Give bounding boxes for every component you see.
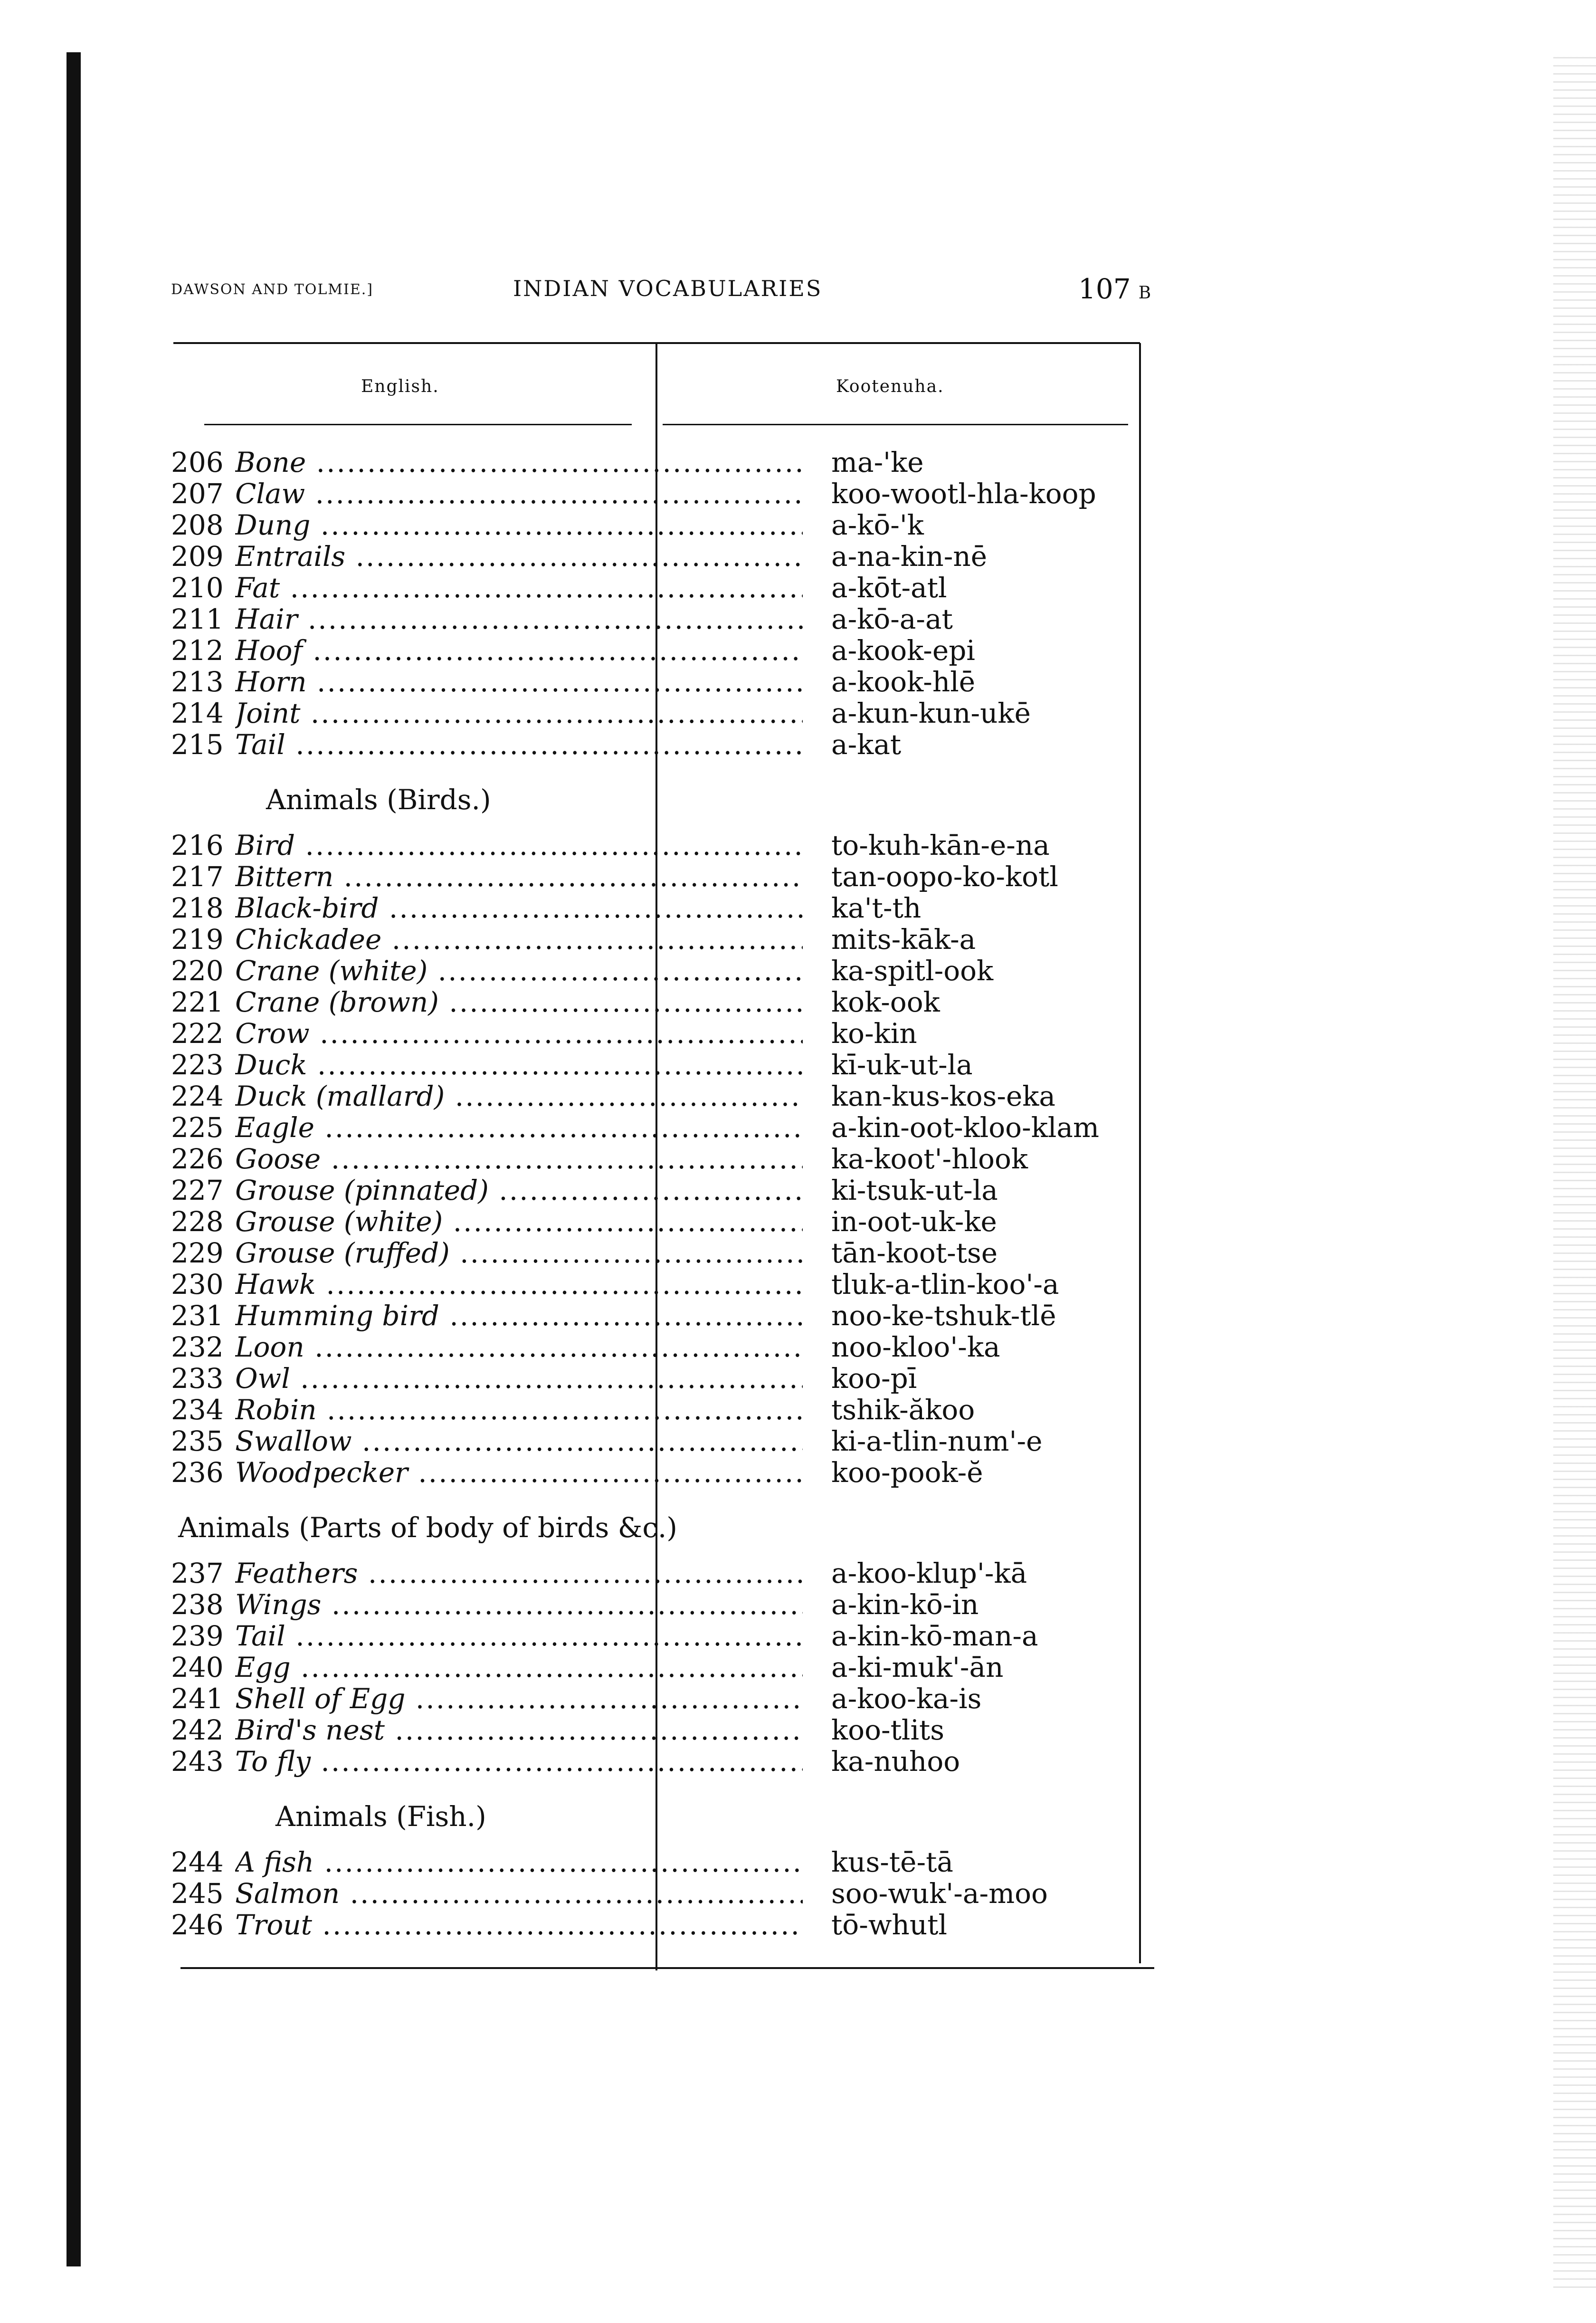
- vocabulary-row: [171, 1878, 1150, 1909]
- kootenuha-word: noo-kloo'-ka: [831, 1331, 1000, 1363]
- english-word: Eagle .....: [235, 1112, 803, 1143]
- kootenuha-word: koo-pī: [831, 1362, 917, 1395]
- vocabulary-row: [171, 861, 1150, 892]
- kootenuha-word: a-kin-kō-in: [831, 1588, 979, 1621]
- kootenuha-word: ka't-th: [831, 892, 922, 924]
- entry-number: 235: [171, 1425, 224, 1457]
- kootenuha-word: a-kōt-atl: [831, 572, 947, 604]
- entry-number: 240: [171, 1651, 224, 1683]
- english-word: Crane (white) .....: [235, 955, 803, 986]
- vocabulary-row: [171, 892, 1150, 924]
- kootenuha-word: ki-a-tlin-num'-e: [831, 1425, 1043, 1457]
- entry-number: 206: [171, 446, 224, 478]
- entry-number: 236: [171, 1456, 224, 1489]
- entry-number: 219: [171, 923, 224, 956]
- entry-number: 228: [171, 1205, 224, 1238]
- vocabulary-row: [171, 1018, 1150, 1049]
- entry-number: 209: [171, 540, 224, 573]
- entry-number: 208: [171, 509, 224, 541]
- entry-number: 214: [171, 697, 224, 729]
- kootenuha-word: ka-spitl-ook: [831, 955, 994, 987]
- english-word: Fat .....: [235, 572, 803, 603]
- vocabulary-row: [171, 1457, 1150, 1488]
- english-word: Crane (brown) .....: [235, 986, 803, 1018]
- english-word: Woodpecker .....: [235, 1457, 803, 1488]
- kootenuha-word: kan-kus-kos-eka: [831, 1080, 1056, 1112]
- english-word: Bone .....: [235, 447, 803, 478]
- vocabulary-row: [171, 1206, 1150, 1237]
- kootenuha-word: kī-uk-ut-la: [831, 1049, 973, 1081]
- kootenuha-word: ma-'ke: [831, 446, 924, 478]
- vocabulary-row: [171, 1714, 1150, 1746]
- kootenuha-word: a-kin-oot-kloo-klam: [831, 1111, 1099, 1144]
- english-word: Wings .....: [235, 1589, 803, 1620]
- entry-number: 242: [171, 1714, 224, 1746]
- column-header-english: English.: [361, 377, 439, 396]
- english-word: Tail .....: [235, 1620, 803, 1652]
- entry-number: 213: [171, 666, 224, 698]
- kootenuha-word: kus-tē-tā: [831, 1846, 953, 1878]
- english-word: Grouse (pinnated) .....: [235, 1175, 803, 1206]
- kootenuha-word: in-oot-uk-ke: [831, 1205, 997, 1238]
- vocabulary-row: [171, 1080, 1150, 1112]
- vocabulary-row: [171, 1049, 1150, 1080]
- kootenuha-word: ka-nuhoo: [831, 1745, 960, 1778]
- vocabulary-row: [171, 635, 1150, 666]
- vocabulary-row: [171, 1363, 1150, 1394]
- scan-edge-noise: [1553, 57, 1596, 2290]
- vocabulary-row: [171, 1652, 1150, 1683]
- vocabulary-row: [171, 1846, 1150, 1878]
- page-number-value: 107: [1078, 273, 1131, 305]
- entry-number: 226: [171, 1143, 224, 1175]
- vocabulary-row: [171, 541, 1150, 572]
- entry-number: 233: [171, 1362, 224, 1395]
- entry-number: 225: [171, 1111, 224, 1144]
- english-word: Chickadee .....: [235, 924, 803, 955]
- entry-number: 211: [171, 603, 224, 635]
- entry-number: 216: [171, 829, 224, 861]
- running-head-title: INDIAN VOCABULARIES: [513, 276, 823, 301]
- entry-number: 220: [171, 955, 224, 987]
- english-word: Swallow .....: [235, 1425, 803, 1457]
- entry-number: 229: [171, 1237, 224, 1269]
- kootenuha-word: koo-wootl-hla-koop: [831, 478, 1096, 510]
- entry-number: 238: [171, 1588, 224, 1621]
- kootenuha-word: ko-kin: [831, 1017, 917, 1050]
- vocabulary-row: [171, 1300, 1150, 1331]
- vocabulary-row: [171, 698, 1150, 729]
- entry-number: 237: [171, 1557, 224, 1589]
- entry-number: 223: [171, 1049, 224, 1081]
- vocabulary-row: [171, 830, 1150, 861]
- kootenuha-word: a-ki-muk'-ān: [831, 1651, 1004, 1683]
- english-word: Duck .....: [235, 1049, 803, 1080]
- table-bottom-rule: [180, 1967, 1154, 1969]
- english-word: Entrails .....: [235, 541, 803, 572]
- english-word: Crow .....: [235, 1018, 803, 1049]
- kootenuha-word: ka-koot'-hlook: [831, 1143, 1028, 1175]
- vocabulary-row: [171, 986, 1150, 1018]
- vocabulary-row: [171, 1425, 1150, 1457]
- entry-number: 239: [171, 1620, 224, 1652]
- kootenuha-head-underline: [663, 424, 1128, 425]
- entry-number: 207: [171, 478, 224, 510]
- english-word: Horn .....: [235, 666, 803, 698]
- kootenuha-word: mits-kāk-a: [831, 923, 976, 956]
- english-word: Bird's nest .....: [235, 1714, 803, 1746]
- english-word: Feathers .....: [235, 1558, 803, 1589]
- vocabulary-row: [171, 1237, 1150, 1269]
- vocabulary-row: [171, 572, 1150, 603]
- vocabulary-row: [171, 603, 1150, 635]
- section-heading: Animals (Fish.): [276, 1800, 486, 1833]
- vocabulary-row: [171, 1143, 1150, 1175]
- kootenuha-word: a-koo-klup'-kā: [831, 1557, 1027, 1589]
- english-word: Claw .....: [235, 478, 803, 509]
- kootenuha-word: a-kō-a-at: [831, 603, 953, 635]
- english-word: Duck (mallard) .....: [235, 1080, 803, 1112]
- english-word: Hoof .....: [235, 635, 803, 666]
- vocabulary-row: [171, 1909, 1150, 1941]
- english-word: Humming bird .....: [235, 1300, 803, 1331]
- kootenuha-word: a-kat: [831, 728, 902, 761]
- entry-number: 217: [171, 860, 224, 893]
- entry-number: 224: [171, 1080, 224, 1112]
- vocabulary-row: [171, 1558, 1150, 1589]
- english-word: Loon .....: [235, 1331, 803, 1363]
- vocabulary-row: [171, 1269, 1150, 1300]
- entry-number: 234: [171, 1394, 224, 1426]
- running-head-authors: DAWSON AND TOLMIE.]: [171, 281, 374, 298]
- kootenuha-word: a-kin-kō-man-a: [831, 1620, 1038, 1652]
- kootenuha-word: soo-wuk'-a-moo: [831, 1877, 1048, 1910]
- page-number: [1078, 273, 1151, 305]
- vocabulary-row: [171, 729, 1150, 760]
- english-word: Hawk .....: [235, 1269, 803, 1300]
- column-header-kootenuha: Kootenuha.: [836, 377, 944, 396]
- entry-number: 227: [171, 1174, 224, 1206]
- english-word: Goose .....: [235, 1143, 803, 1175]
- english-word: Egg .....: [235, 1652, 803, 1683]
- entry-number: 222: [171, 1017, 224, 1050]
- entry-number: 221: [171, 986, 224, 1018]
- english-word: Black-bird .....: [235, 892, 803, 924]
- entry-number: 231: [171, 1300, 224, 1332]
- entry-number: 232: [171, 1331, 224, 1363]
- kootenuha-word: noo-ke-tshuk-tlē: [831, 1300, 1056, 1332]
- vocabulary-row: [171, 1620, 1150, 1652]
- vocabulary-row: [171, 666, 1150, 698]
- kootenuha-word: a-na-kin-nē: [831, 540, 988, 573]
- page-number-suffix: B: [1138, 283, 1151, 303]
- vocabulary-row: [171, 478, 1150, 509]
- kootenuha-word: a-kook-hlē: [831, 666, 976, 698]
- english-word: Shell of Egg .....: [235, 1683, 803, 1714]
- entry-number: 218: [171, 892, 224, 924]
- vocabulary-row: [171, 447, 1150, 478]
- kootenuha-word: a-kun-kun-ukē: [831, 697, 1031, 729]
- vocabulary-row: [171, 1746, 1150, 1777]
- kootenuha-word: to-kuh-kān-e-na: [831, 829, 1050, 861]
- entry-number: 212: [171, 634, 224, 667]
- vocabulary-row: [171, 1683, 1150, 1714]
- entry-number: 243: [171, 1745, 224, 1778]
- vocabulary-row: [171, 1112, 1150, 1143]
- kootenuha-word: tō-whutl: [831, 1909, 948, 1941]
- entry-number: 230: [171, 1268, 224, 1300]
- vocabulary-row: [171, 924, 1150, 955]
- kootenuha-word: tshik-ăkoo: [831, 1394, 975, 1426]
- vocabulary-row: [171, 1589, 1150, 1620]
- english-word: Grouse (white) .....: [235, 1206, 803, 1237]
- running-header: [171, 273, 1168, 314]
- page-binding-edge: [66, 52, 81, 2266]
- kootenuha-word: ki-tsuk-ut-la: [831, 1174, 998, 1206]
- kootenuha-word: koo-tlits: [831, 1714, 945, 1746]
- english-word: Bird .....: [235, 830, 803, 861]
- kootenuha-word: a-kō-'k: [831, 509, 924, 541]
- english-word: Dung .....: [235, 509, 803, 541]
- kootenuha-word: tan-oopo-ko-kotl: [831, 860, 1058, 893]
- english-word: Bittern .....: [235, 861, 803, 892]
- kootenuha-word: a-koo-ka-is: [831, 1683, 982, 1715]
- vocabulary-row: [171, 1394, 1150, 1425]
- english-word: Salmon .....: [235, 1878, 803, 1909]
- entry-number: 244: [171, 1846, 224, 1878]
- kootenuha-word: a-kook-epi: [831, 634, 975, 667]
- english-word: Robin .....: [235, 1394, 803, 1425]
- vocabulary-row: [171, 1331, 1150, 1363]
- english-word: A fish .....: [235, 1846, 803, 1878]
- english-word: Tail .....: [235, 729, 803, 760]
- entry-number: 210: [171, 572, 224, 604]
- entry-number: 215: [171, 728, 224, 761]
- entry-number: 246: [171, 1909, 224, 1941]
- entry-number: 241: [171, 1683, 224, 1715]
- english-head-underline: [204, 424, 632, 425]
- entry-number: 245: [171, 1877, 224, 1910]
- vocabulary-row: [171, 1175, 1150, 1206]
- section-heading: Animals (Birds.): [266, 784, 491, 816]
- vocabulary-row: [171, 509, 1150, 541]
- kootenuha-word: tluk-a-tlin-koo'-a: [831, 1268, 1059, 1300]
- kootenuha-word: tān-koot-tse: [831, 1237, 998, 1269]
- english-word: Grouse (ruffed) .....: [235, 1237, 803, 1269]
- english-word: Trout .....: [235, 1909, 803, 1941]
- section-heading: Animals (Parts of body of birds &c.): [178, 1511, 677, 1544]
- english-word: Owl .....: [235, 1363, 803, 1394]
- english-word: To fly .....: [235, 1746, 803, 1777]
- english-word: Hair .....: [235, 603, 803, 635]
- vocabulary-row: [171, 955, 1150, 986]
- kootenuha-word: kok-ook: [831, 986, 940, 1018]
- kootenuha-word: koo-pook-ĕ: [831, 1456, 983, 1489]
- english-word: Joint .....: [235, 698, 803, 729]
